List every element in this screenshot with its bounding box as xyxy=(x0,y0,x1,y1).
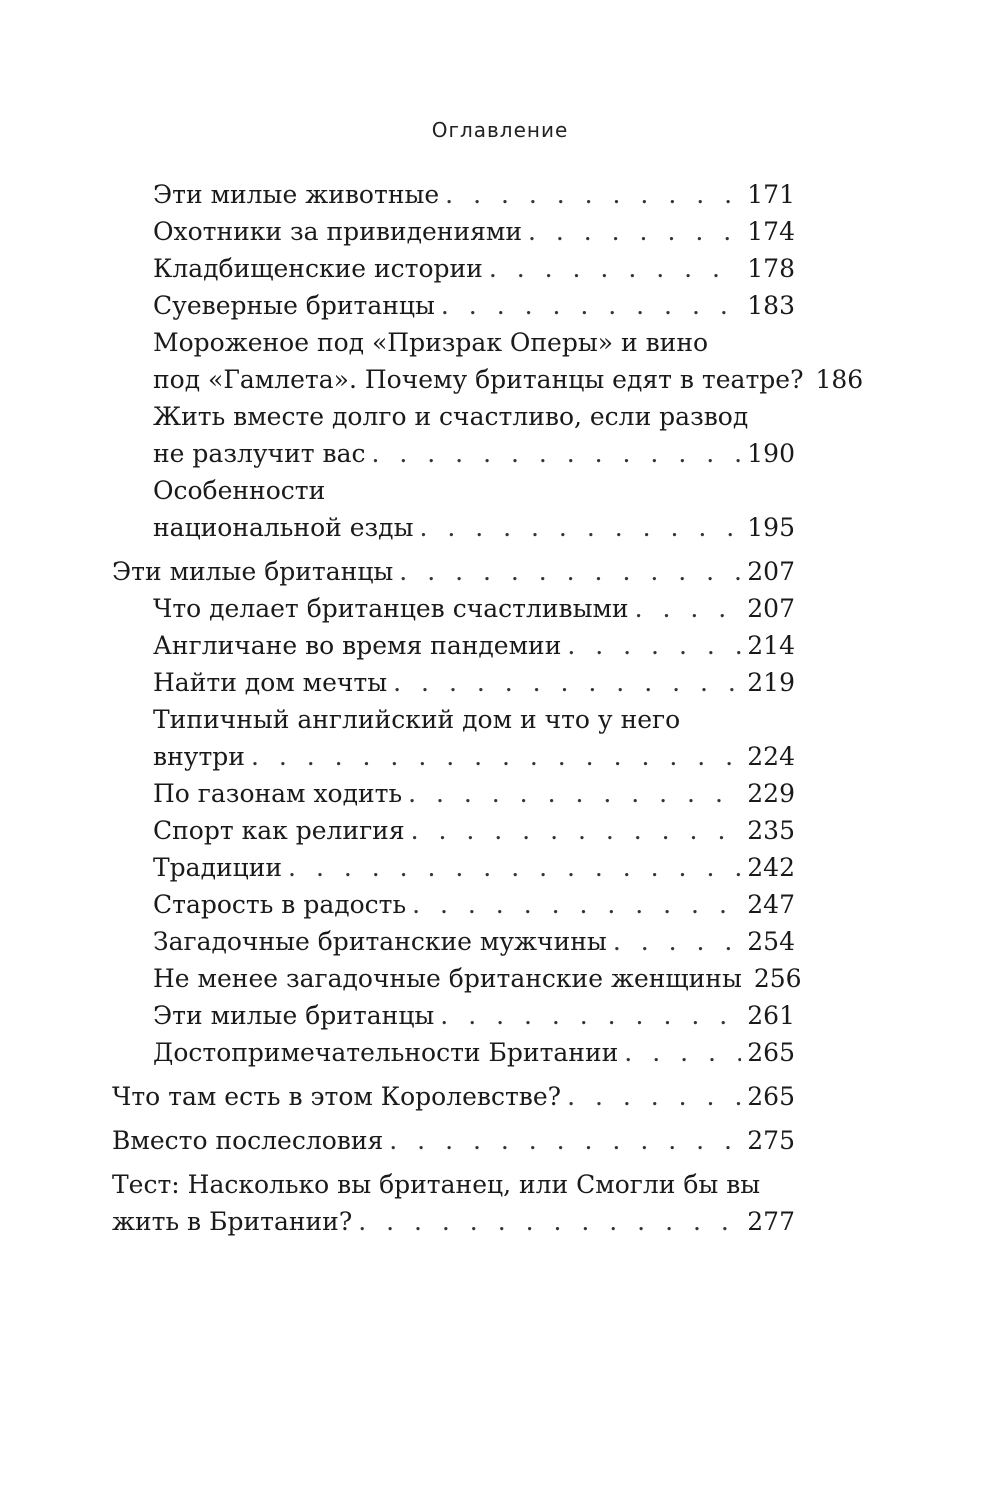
dot-leader xyxy=(408,775,741,812)
toc-section-entry[interactable] xyxy=(112,849,795,886)
dot-leader xyxy=(288,849,741,886)
toc-page-number: 214 xyxy=(747,631,795,660)
toc-entry-line xyxy=(153,435,795,472)
toc-entry-title: Охотники за привидениями xyxy=(153,217,522,246)
toc-page-number: 195 xyxy=(747,513,795,542)
toc-page-number: 256 xyxy=(753,964,802,993)
toc-entry-title: жить в Британии? xyxy=(112,1207,353,1236)
toc-chapter-entry[interactable] xyxy=(112,553,795,590)
toc-section-entry[interactable] xyxy=(112,1034,795,1071)
toc-page-number: 229 xyxy=(747,779,795,808)
toc-chapter-entry[interactable] xyxy=(112,1122,795,1159)
toc-entry-line xyxy=(153,960,802,997)
toc-entry-line xyxy=(153,664,795,701)
dot-leader xyxy=(399,553,741,590)
toc-page-number: 174 xyxy=(747,217,795,246)
toc-entry-line xyxy=(112,1078,795,1115)
toc-entry-title: Найти дом мечты xyxy=(153,668,388,697)
toc-entry-title: Суеверные британцы xyxy=(153,291,435,320)
dot-leader xyxy=(489,250,741,287)
toc-entry-line xyxy=(153,213,795,250)
toc-page-number: 261 xyxy=(747,1001,795,1030)
dot-leader xyxy=(613,923,741,960)
toc-entry-line xyxy=(153,176,795,213)
toc-entry-title: Типичный английский дом и что у него xyxy=(153,705,681,734)
dot-leader xyxy=(411,812,742,849)
toc-section-entry[interactable] xyxy=(112,324,864,398)
toc-entry-title: внутри xyxy=(153,742,245,771)
toc-entry-line xyxy=(112,1122,795,1159)
toc-entry-line xyxy=(153,701,795,738)
toc-entry-title: Не менее загадочные британские женщины xyxy=(153,964,742,993)
toc-entry-title: национальной езды xyxy=(153,513,414,542)
toc-section-entry[interactable] xyxy=(112,287,795,324)
toc-section-entry[interactable] xyxy=(112,960,802,997)
toc-entry-line xyxy=(153,923,795,960)
toc-entry-title: Кладбищенские истории xyxy=(153,254,483,283)
toc-page-number: 247 xyxy=(747,890,795,919)
toc-page-number: 242 xyxy=(747,853,795,882)
toc-page-number: 219 xyxy=(747,668,795,697)
toc-section-entry[interactable] xyxy=(112,176,795,213)
toc-section-entry[interactable] xyxy=(112,775,795,812)
toc-section-entry[interactable] xyxy=(112,923,795,960)
toc-entry-title: Достопримечательности Британии xyxy=(153,1038,619,1067)
toc-page-number: 183 xyxy=(747,291,795,320)
dot-leader xyxy=(412,886,741,923)
toc-page-number: 207 xyxy=(747,594,795,623)
toc-entry-line xyxy=(153,509,795,546)
toc-entry-line xyxy=(153,849,795,886)
toc-entry-title: Тест: Насколько вы британец, или Смогли бы вы xyxy=(112,1170,761,1199)
dot-leader xyxy=(635,590,742,627)
toc-entry-title: Жить вместе долго и счастливо, если развод xyxy=(153,402,749,431)
toc-section-entry[interactable] xyxy=(112,886,795,923)
toc-entry-line xyxy=(153,324,795,361)
toc-entry-title: Загадочные британские мужчины xyxy=(153,927,607,956)
toc-entry-line xyxy=(153,398,795,435)
toc-entry-title: Что делает британцев счастливыми xyxy=(153,594,629,623)
toc-entry-line xyxy=(153,997,795,1034)
table-of-contents xyxy=(112,176,864,1240)
toc-entry-line xyxy=(112,553,795,590)
toc-section-entry[interactable] xyxy=(112,664,795,701)
toc-entry-title: Англичане во время пандемии xyxy=(153,631,562,660)
toc-chapter-entry[interactable] xyxy=(112,1166,795,1240)
dot-leader xyxy=(445,176,741,213)
dot-leader xyxy=(624,1034,741,1071)
toc-entry-line xyxy=(153,812,795,849)
toc-section-entry[interactable] xyxy=(112,472,795,546)
toc-section-entry[interactable] xyxy=(112,627,795,664)
toc-page-number: 171 xyxy=(747,180,795,209)
toc-entry-line xyxy=(153,361,864,398)
toc-page-number: 224 xyxy=(747,742,795,771)
toc-entry-title: Мороженое под «Призрак Оперы» и вино xyxy=(153,328,709,357)
toc-section-entry[interactable] xyxy=(112,213,795,250)
toc-page-number: 186 xyxy=(815,365,864,394)
toc-entry-line xyxy=(153,590,795,627)
toc-page-number: 265 xyxy=(747,1038,795,1067)
dot-leader xyxy=(358,1203,741,1240)
dot-leader xyxy=(440,997,741,1034)
toc-entry-title: По газонам ходить xyxy=(153,779,403,808)
toc-page-number: 190 xyxy=(747,439,795,468)
dot-leader xyxy=(372,435,742,472)
toc-entry-line xyxy=(153,1034,795,1071)
toc-section-entry[interactable] xyxy=(112,701,795,775)
toc-page-number: 207 xyxy=(747,557,795,586)
dot-leader xyxy=(528,213,741,250)
dot-leader xyxy=(441,287,741,324)
toc-page-number: 277 xyxy=(747,1207,795,1236)
toc-section-entry[interactable] xyxy=(112,398,795,472)
toc-section-entry[interactable] xyxy=(112,997,795,1034)
toc-entry-line xyxy=(153,250,795,287)
toc-page-number: 275 xyxy=(747,1126,795,1155)
toc-section-entry[interactable] xyxy=(112,250,795,287)
toc-entry-title: не разлучит вас xyxy=(153,439,366,468)
toc-entry-line xyxy=(112,1203,795,1240)
dot-leader xyxy=(567,627,741,664)
toc-entry-line xyxy=(112,1166,795,1203)
toc-chapter-entry[interactable] xyxy=(112,1078,795,1115)
toc-entry-title: Особенности xyxy=(153,476,326,505)
toc-entry-title: Спорт как религия xyxy=(153,816,405,845)
toc-entry-title: Эти милые британцы xyxy=(153,1001,435,1030)
dot-leader xyxy=(567,1078,741,1115)
running-head: Оглавление xyxy=(431,118,569,142)
toc-page-number: 235 xyxy=(747,816,795,845)
toc-entry-line xyxy=(153,627,795,664)
toc-section-entry[interactable] xyxy=(112,590,795,627)
dot-leader xyxy=(389,1122,741,1159)
toc-entry-line xyxy=(153,738,795,775)
dot-leader xyxy=(419,509,741,546)
toc-entry-line xyxy=(153,472,795,509)
toc-entry-title: под «Гамлета». Почему британцы едят в театре? xyxy=(153,365,804,394)
toc-entry-line xyxy=(153,886,795,923)
toc-entry-title: Что там есть в этом Королевстве? xyxy=(112,1082,562,1111)
toc-page-number: 265 xyxy=(747,1082,795,1111)
toc-section-entry[interactable] xyxy=(112,812,795,849)
toc-page-number: 254 xyxy=(747,927,795,956)
toc-entry-line xyxy=(153,287,795,324)
toc-entry-title: Вместо послесловия xyxy=(112,1126,384,1155)
toc-entry-title: Традиции xyxy=(153,853,283,882)
toc-page-number: 178 xyxy=(747,254,795,283)
dot-leader xyxy=(393,664,741,701)
toc-entry-line xyxy=(153,775,795,812)
toc-entry-title: Старость в радость xyxy=(153,890,407,919)
toc-entry-title: Эти милые британцы xyxy=(112,557,394,586)
dot-leader xyxy=(251,738,741,775)
toc-entry-title: Эти милые животные xyxy=(153,180,440,209)
